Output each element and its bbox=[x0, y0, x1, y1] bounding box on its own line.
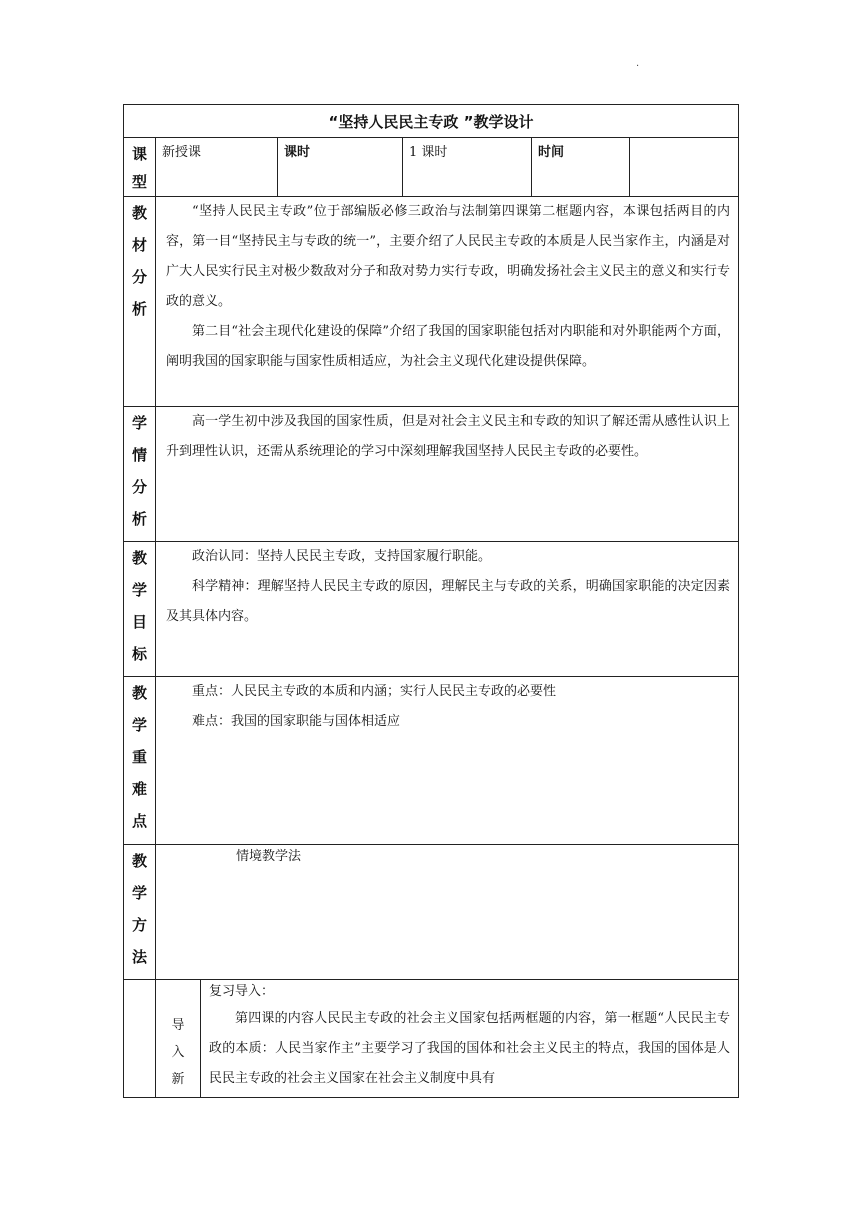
teaching-goals-label: 教 学 目 标 bbox=[124, 542, 156, 677]
hours-label: 课时 bbox=[278, 138, 403, 197]
student-analysis-content: 高一学生初中涉及我国的国家性质，但是对社会主义民主和专政的知识了解还需从感性认识上升到理性认识，还需从系统理论的学习中深刻理解我国坚持人民民主专政的必要性。 bbox=[156, 407, 739, 542]
time-label: 时间 bbox=[532, 138, 630, 197]
intro-content: 复习导入： 第四课的内容人民民主专政的社会主义国家包括两框题的内容，第一框题“人民民主专政的本质：人民当家作主”主要学习了我国的国体和社会主义民主的特点，我国的国体是人民民主专政的社会主义国家在社会主义制度中具有 bbox=[201, 980, 739, 1098]
intro-label: 导 入 新 bbox=[156, 980, 201, 1098]
header-mark: . bbox=[636, 58, 640, 69]
document-title: “坚持人民民主专政 ”教学设计 bbox=[124, 105, 739, 138]
intro-row bbox=[124, 980, 739, 1098]
time-value bbox=[630, 138, 739, 197]
type-label: 课 型 bbox=[124, 138, 156, 197]
teaching-goals-row bbox=[124, 542, 739, 677]
title-row bbox=[124, 105, 739, 138]
teaching-methods-row bbox=[124, 845, 739, 980]
teaching-methods-label: 教 学 方 法 bbox=[124, 845, 156, 980]
type-value: 新授课 bbox=[156, 138, 278, 197]
teaching-goals-content: 政治认同：坚持人民民主专政，支持国家履行职能。 科学精神：理解坚持人民民主专政的原因，理解民主与专政的关系，明确国家职能的决定因素及其具体内容。 bbox=[156, 542, 739, 677]
key-points-row bbox=[124, 677, 739, 845]
key-points-content: 重点：人民民主专政的本质和内涵；实行人民民主专政的必要性 难点：我国的国家职能与国体相适应 bbox=[156, 677, 739, 845]
hours-value: 1 课时 bbox=[403, 138, 532, 197]
student-analysis-row bbox=[124, 407, 739, 542]
intro-blank-cell bbox=[124, 980, 156, 1098]
key-points-label: 教 学 重 难 点 bbox=[124, 677, 156, 845]
student-analysis-label: 学 情 分 析 bbox=[124, 407, 156, 542]
intro-heading: 复习导入： bbox=[209, 984, 275, 999]
material-analysis-content: “坚持人民民主专政”位于部编版必修三政治与法制第四课第二框题内容，本课包括两目的内容，第一目“坚持民主与专政的统一”，主要介绍了人民民主专政的本质是人民当家作主，内涵是对广大人民实行民主对极少数敌对分子和敌对势力实行专政，明确发扬社会主义民主的意义和实行专政的意义。 第二目“社会主现代化建设的保障”介绍了我国的国家职能包括对内职能和对外职能两个方面，阐明我国的国家职能与国家性质相适应，为社会主义现代化建设提供保障。 bbox=[156, 197, 739, 407]
teaching-methods-content: 情境教学法 bbox=[156, 845, 739, 980]
lesson-plan-table bbox=[123, 104, 739, 1098]
material-analysis-label: 教 材 分 析 bbox=[124, 197, 156, 407]
material-analysis-row bbox=[124, 197, 739, 407]
info-row bbox=[124, 138, 739, 197]
